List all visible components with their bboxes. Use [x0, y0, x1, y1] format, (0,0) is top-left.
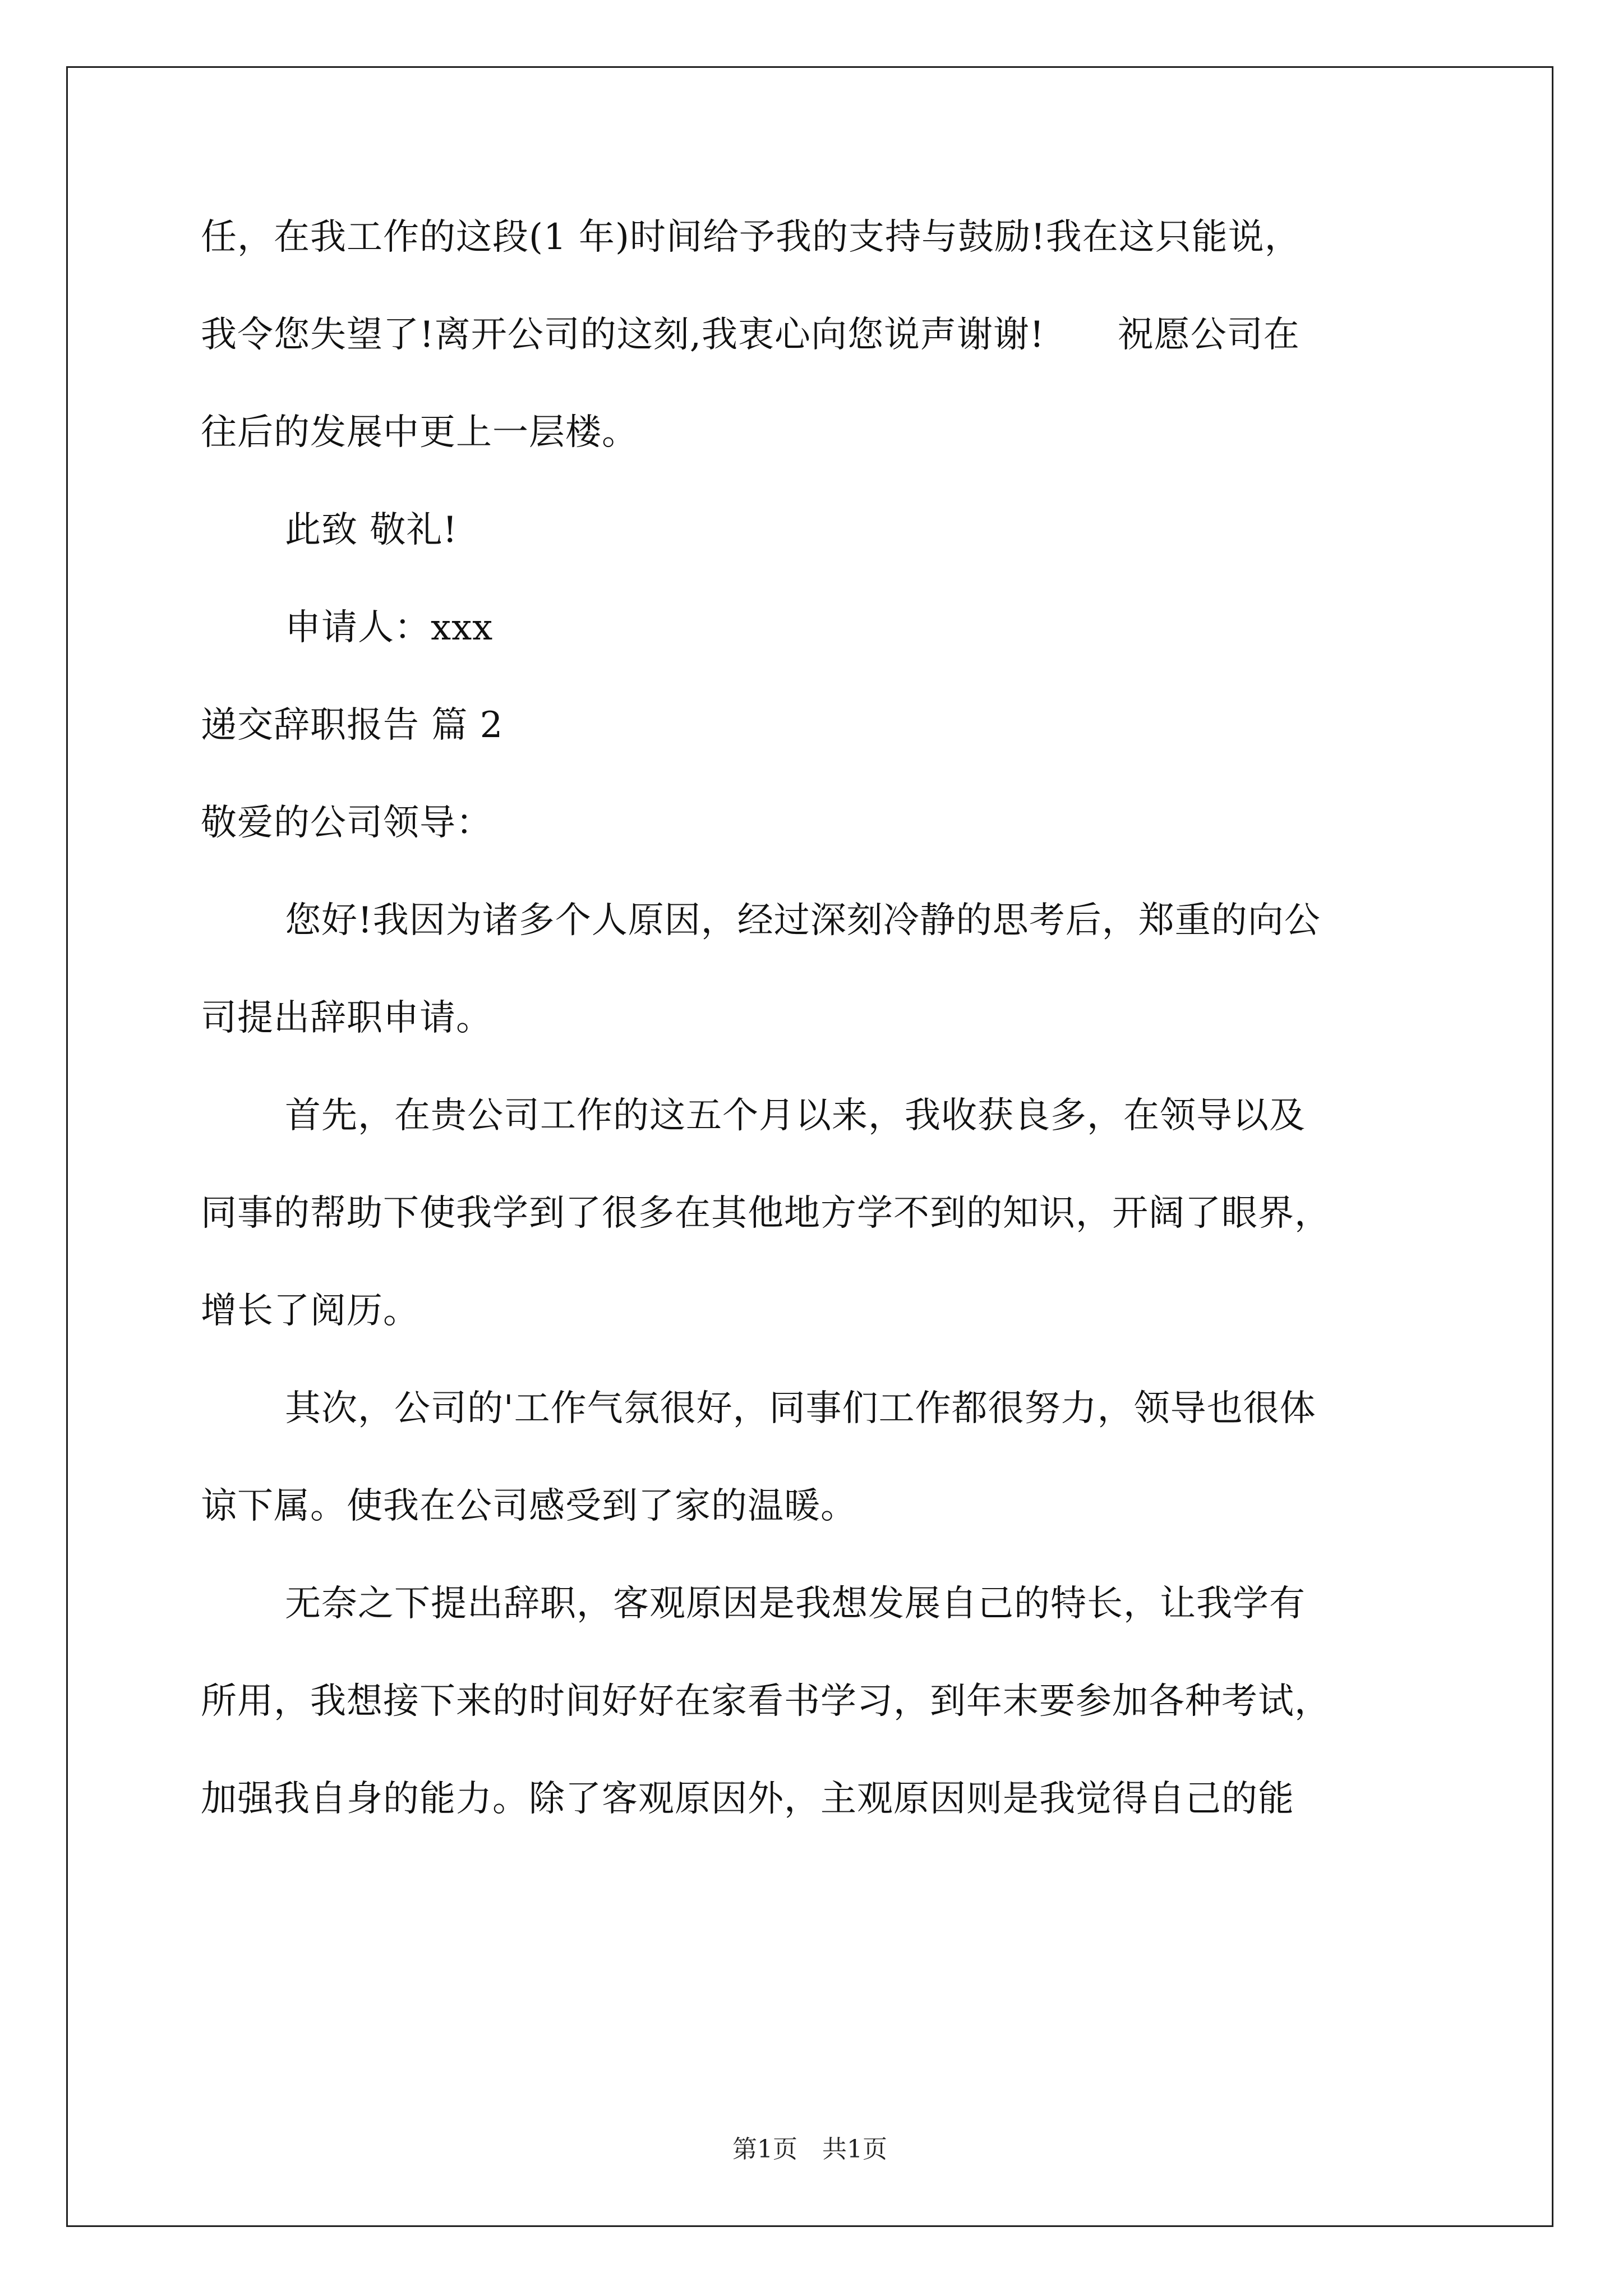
body-line-3: 往后的发展中更上一层楼。 [201, 412, 638, 453]
section-title: 递交辞职报告 篇 2 [201, 705, 504, 746]
paragraph-3-line-2: 谅下属。使我在公司感受到了家的温暖。 [201, 1485, 857, 1527]
paragraph-4-line-3: 加强我自身的能力。除了客观原因外，主观原因则是我觉得自己的能 [201, 1778, 1294, 1820]
body-line-1: 任，在我工作的这段(1 年)时间给予我的支持与鼓励!我在这只能说， [201, 217, 1301, 258]
page-frame [66, 66, 1553, 2227]
applicant-line: 申请人：xxx [285, 607, 494, 648]
body-line-2: 我令您失望了!离开公司的这刻,我衷心向您说声谢谢! 祝愿公司在 [201, 314, 1300, 356]
paragraph-2-line-2: 同事的帮助下使我学到了很多在其他地方学不到的知识，开阔了眼界， [201, 1193, 1331, 1234]
closing-salutation: 此致 敬礼! [285, 509, 458, 551]
paragraph-4-line-1: 无奈之下提出辞职，客观原因是我想发展自己的特长，让我学有 [285, 1583, 1306, 1625]
paragraph-2-line-1: 首先，在贵公司工作的这五个月以来，我收获良多，在领导以及 [285, 1095, 1306, 1137]
page-footer: 第1页 共1页 [732, 2135, 887, 2164]
paragraph-3-line-1: 其次，公司的'工作气氛很好，同事们工作都很努力，领导也很体 [285, 1388, 1316, 1429]
paragraph-2-line-3: 增长了阅历。 [201, 1290, 419, 1332]
paragraph-1-line-1: 您好!我因为诸多个人原因，经过深刻冷静的思考后，郑重的向公 [285, 900, 1321, 941]
paragraph-1-line-2: 司提出辞职申请。 [201, 997, 492, 1039]
greeting-line: 敬爱的公司领导： [201, 802, 492, 844]
paragraph-4-line-2: 所用，我想接下来的时间好好在家看书学习，到年末要参加各种考试， [201, 1681, 1331, 1722]
